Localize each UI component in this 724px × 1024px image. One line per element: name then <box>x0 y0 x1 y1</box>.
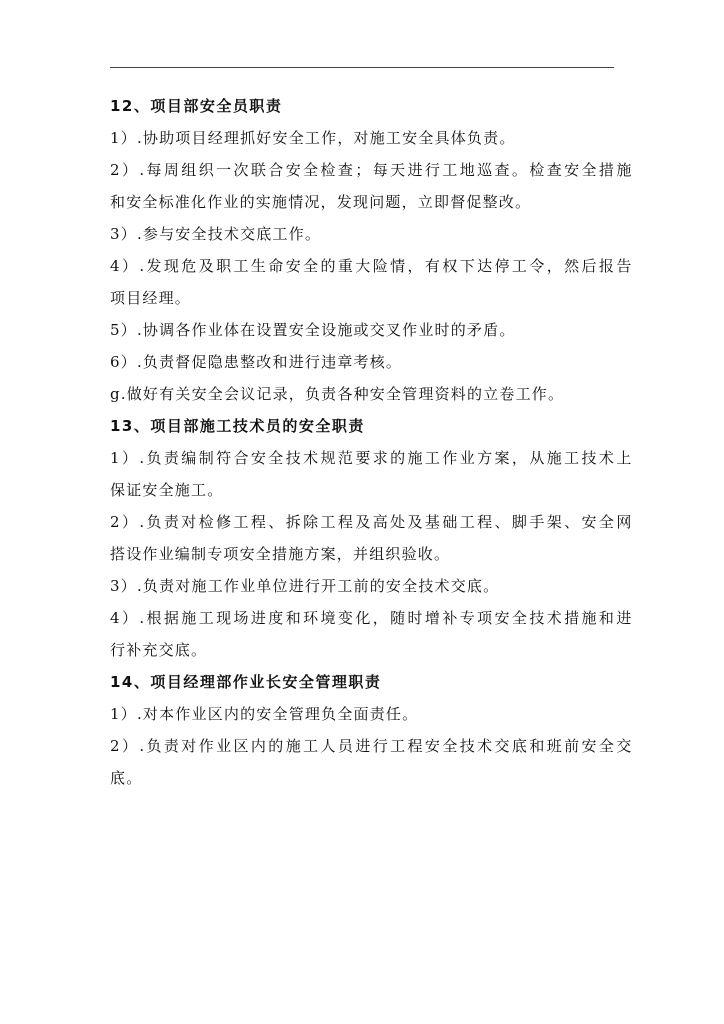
section-12-item-4-line-1: 4）.发现危及职工生命安全的重大险情，有权下达停工令，然后报告 <box>110 257 634 275</box>
section-13-item-1-line-1: 1）.负责编制符合安全技术规范要求的施工作业方案，从施工技术上 <box>110 449 634 467</box>
section-12-item-6: 6）.负责督促隐患整改和进行违章考核。 <box>110 353 403 371</box>
section-13-item-3: 3）.负责对施工作业单位进行开工前的安全技术交底。 <box>110 577 500 595</box>
header-rule <box>110 67 614 68</box>
section-13-item-4-line-2: 行补充交底。 <box>110 641 208 659</box>
section-13-item-4-line-1: 4）.根据施工现场进度和环境变化，随时增补专项安全技术措施和进 <box>110 609 634 627</box>
section-12-heading: 12、项目部安全员职责 <box>110 97 283 115</box>
section-14-heading: 14、项目经理部作业长安全管理职责 <box>110 673 382 691</box>
section-12-item-2-line-2: 和安全标准化作业的实施情况，发现问题，立即督促整改。 <box>110 193 532 211</box>
section-12-item-1: 1）.协助项目经理抓好安全工作，对施工安全具体负责。 <box>110 129 516 147</box>
section-14-item-1: 1）.对本作业区内的安全管理负全面责任。 <box>110 705 419 723</box>
section-12-item-3: 3）.参与安全技术交底工作。 <box>110 225 322 243</box>
section-14-item-2-line-2: 底。 <box>110 769 143 787</box>
section-13-item-1-line-2: 保证安全施工。 <box>110 481 224 499</box>
section-14-item-2-line-1: 2）.负责对作业区内的施工人员进行工程安全技术交底和班前安全交 <box>110 737 634 755</box>
document-body <box>110 90 634 794</box>
section-13-item-2-line-2: 搭设作业编制专项安全措施方案，并组织验收。 <box>110 545 451 563</box>
section-12-item-4-line-2: 项目经理。 <box>110 289 192 307</box>
section-12-item-2-line-1: 2）.每周组织一次联合安全检查；每天进行工地巡查。检查安全措施 <box>110 161 634 179</box>
section-13-heading: 13、项目部施工技术员的安全职责 <box>110 417 365 435</box>
section-13-item-2-line-1: 2）.负责对检修工程、拆除工程及高处及基础工程、脚手架、安全网 <box>110 513 634 531</box>
section-12-item-5: 5）.协调各作业体在设置安全设施或交叉作业时的矛盾。 <box>110 321 516 339</box>
section-12-item-7: g.做好有关安全会议记录，负责各种安全管理资料的立卷工作。 <box>110 385 565 403</box>
